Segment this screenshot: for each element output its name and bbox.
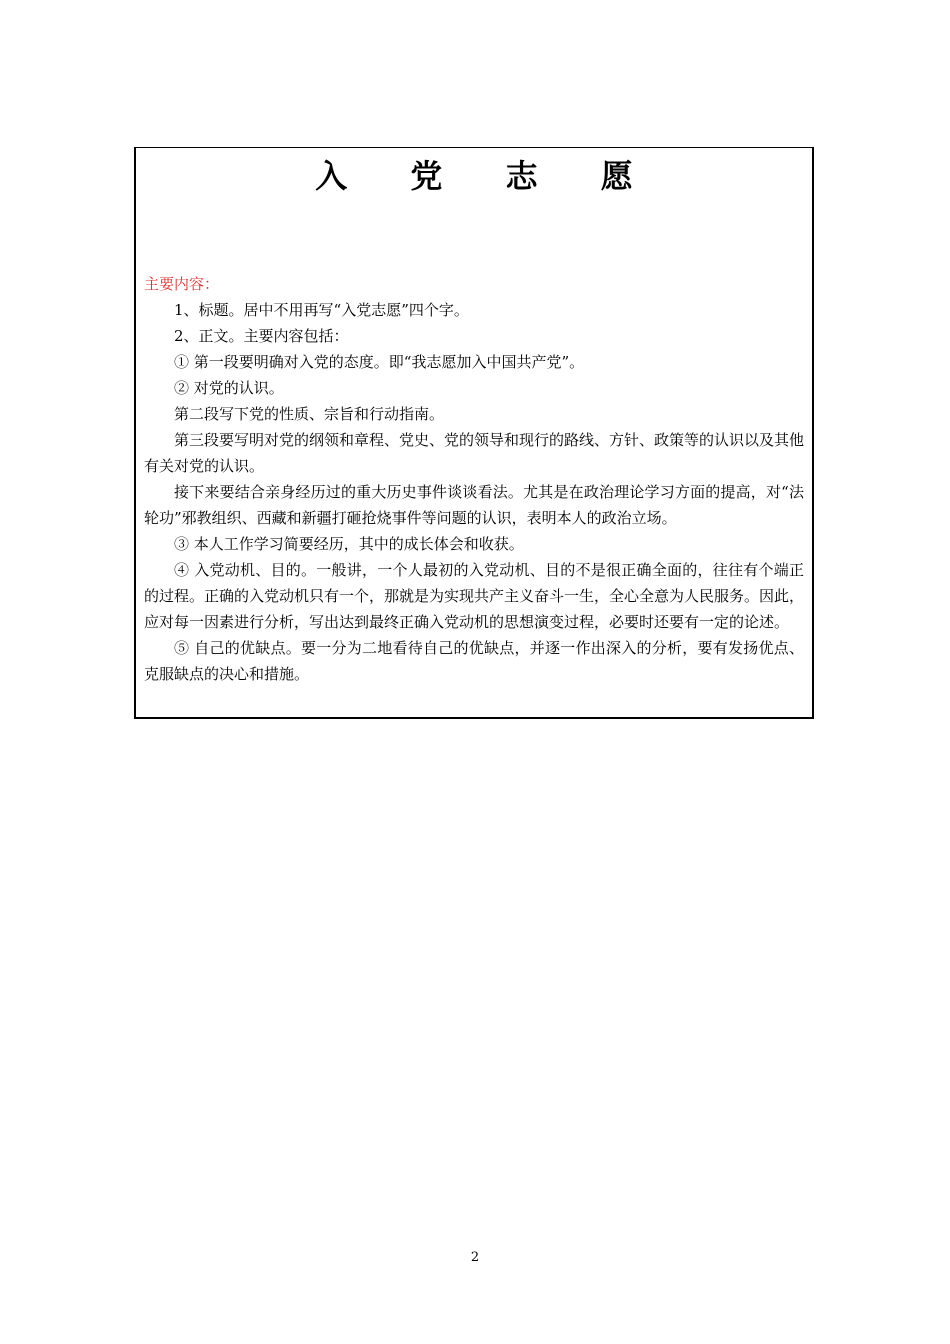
paragraph-item-4: ④ 入党动机、目的。一般讲，一个人最初的入党动机、目的不是很正确全面的，往往有个端正的过程。正确的入党动机只有一个，那就是为实现共产主义奋斗一生，全心全意为人民服务。因此，应对每一因素进行分析，写出达到最终正确入党动机的思想演变过程，必要时还要有一定的论述。 (144, 561, 805, 631)
paragraph-second-section: 第二段写下党的性质、宗旨和行动指南。 (174, 405, 445, 423)
paragraph-item-3: ③ 本人工作学习简要经历，其中的成长体会和收获。 (174, 535, 524, 553)
paragraph-item-2: ② 对党的认识。 (174, 379, 284, 397)
application-form-box (134, 147, 814, 719)
page-number: 2 (470, 1250, 480, 1265)
paragraph-body-intro: 2、正文。主要内容包括： (174, 327, 349, 345)
paragraph-item-1: ① 第一段要明确对入党的态度。即“我志愿加入中国共产党”。 (174, 353, 585, 371)
paragraph-item-5: ⑤ 自己的优缺点。要一分为二地看待自己的优缺点，并逐一作出深入的分析，要有发扬优点、克服缺点的决心和措施。 (144, 639, 804, 683)
content-heading: 主要内容： (144, 275, 220, 293)
form-title: 入 党 志 愿 (315, 157, 659, 195)
form-content (144, 271, 804, 687)
paragraph-history-events: 接下来要结合亲身经历过的重大历史事件谈谈看法。尤其是在政治理论学习方面的提高，对“法轮功”邪教组织、西藏和新疆打砸抢烧事件等问题的认识，表明本人的政治立场。 (144, 483, 804, 527)
paragraph-title-rule: 1、标题。居中不用再写“入党志愿”四个字。 (174, 301, 469, 319)
paragraph-third-section: 第三段要写明对党的纲领和章程、党史、党的领导和现行的路线、方针、政策等的认识以及其他有关对党的认识。 (144, 431, 805, 475)
